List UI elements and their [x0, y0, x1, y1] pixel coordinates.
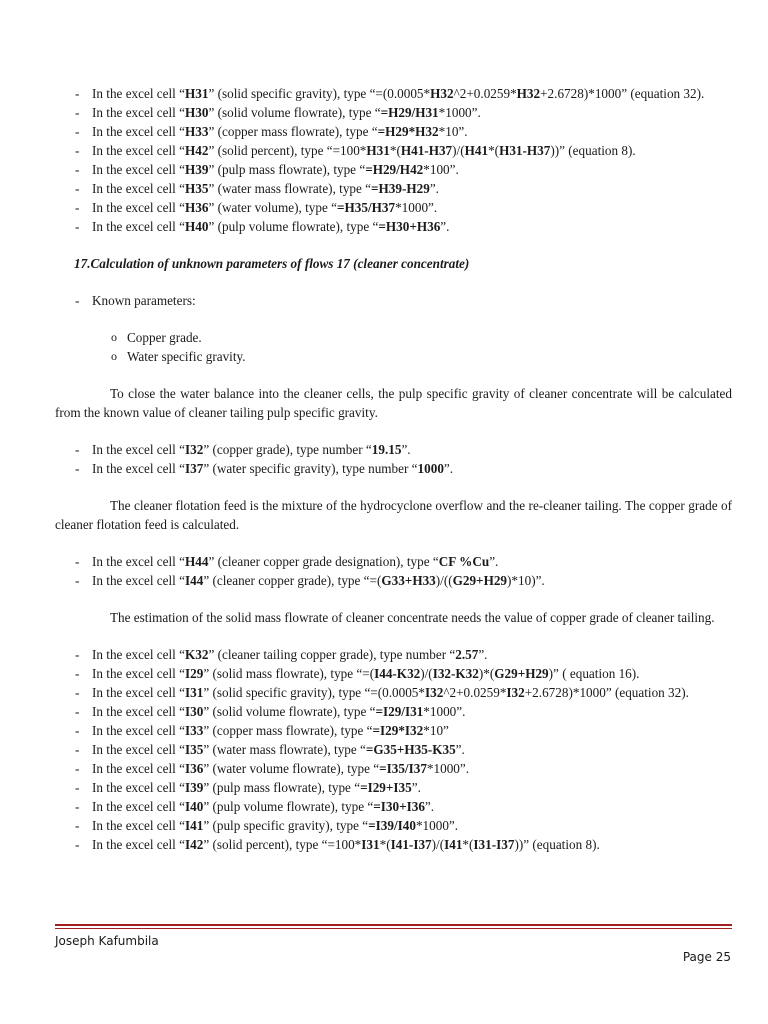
list-item: - In the excel cell “K32” (cleaner tailing copper grade), type number “2.57”. — [55, 645, 732, 664]
list-item: o Water specific gravity. — [55, 347, 732, 366]
list-item: - In the excel cell “H30” (solid volume flowrate), type “=H29/H31*1000”. — [55, 103, 732, 122]
list-item: - In the excel cell “I30” (solid volume flowrate), type “=I29/I31*1000”. — [55, 702, 732, 721]
paragraph: The estimation of the solid mass flowrate of cleaner concentrate needs the value of copper grade of cleaner tailing. — [110, 610, 715, 625]
list-item: - In the excel cell “H42” (solid percent), type “=100*H31*(H41-H37)/(H41*(H31-H37))” (equation 8). — [55, 141, 732, 160]
list-item: - In the excel cell “I39” (pulp mass flowrate), type “=I29+I35”. — [55, 778, 732, 797]
list-item: - In the excel cell “I31” (solid specific gravity), type “=(0.0005*I32^2+0.0259*I32+2.6728)*1000” (equation 32). — [55, 683, 732, 702]
list-item: - In the excel cell “I35” (water mass flowrate), type “=G35+H35-K35”. — [55, 740, 732, 759]
list-item: - In the excel cell “H36” (water volume), type “=H35/H37*1000”. — [55, 198, 732, 217]
known-parameters-list — [55, 291, 732, 310]
list-item: - In the excel cell “H33” (copper mass flowrate), type “=H29*H32*10”. — [55, 122, 732, 141]
instruction-list-i-grade — [55, 440, 732, 478]
page-body — [55, 84, 732, 854]
known-items-list — [55, 328, 732, 366]
list-item: - In the excel cell “H44” (cleaner copper grade designation), type “CF %Cu”. — [55, 552, 732, 571]
list-item: - Known parameters: — [55, 291, 732, 310]
list-item: - In the excel cell “I36” (water volume flowrate), type “=I35/I37*1000”. — [55, 759, 732, 778]
page-number: Page 25 — [682, 950, 731, 964]
list-item: - In the excel cell “I42” (solid percent), type “=100*I31*(I41-I37)/(I41*(I31-I37))” (equation 8). — [55, 835, 732, 854]
section-heading: 17.Calculation of unknown parameters of flows 17 (cleaner concentrate) — [74, 256, 470, 271]
list-item: - In the excel cell “H40” (pulp volume flowrate), type “=H30+H36”. — [55, 217, 732, 236]
list-item: - In the excel cell “H39” (pulp mass flowrate), type “=H29/H42*100”. — [55, 160, 732, 179]
list-item: - In the excel cell “I32” (copper grade), type number “19.15”. — [55, 440, 732, 459]
list-item: o Copper grade. — [55, 328, 732, 347]
paragraph: To close the water balance into the cleaner cells, the pulp specific gravity of cleaner concentrate will be calculated from the known value of cleaner tailing pulp specific gravity. — [55, 386, 732, 420]
paragraph: The cleaner flotation feed is the mixture of the hydrocyclone overflow and the re-cleaner tailing. The copper grade of cleaner flotation feed is calculated. — [55, 498, 732, 532]
instruction-list-feed — [55, 552, 732, 590]
footer-rule — [55, 924, 732, 926]
instruction-list-i — [55, 645, 732, 854]
list-item: - In the excel cell “I40” (pulp volume flowrate), type “=I30+I36”. — [55, 797, 732, 816]
instruction-list-h — [55, 84, 732, 236]
list-item: - In the excel cell “I33” (copper mass flowrate), type “=I29*I32*10” — [55, 721, 732, 740]
list-item: - In the excel cell “I41” (pulp specific gravity), type “=I39/I40*1000”. — [55, 816, 732, 835]
footer-rule — [55, 928, 732, 929]
list-item: - In the excel cell “I37” (water specific gravity), type number “1000”. — [55, 459, 732, 478]
footer-author: Joseph Kafumbila — [55, 934, 159, 948]
list-item: - In the excel cell “I29” (solid mass flowrate), type “=(I44-K32)/(I32-K32)*(G29+H29)” ( equation 16). — [55, 664, 732, 683]
list-item: - In the excel cell “H35” (water mass flowrate), type “=H39-H29”. — [55, 179, 732, 198]
list-item: - In the excel cell “I44” (cleaner copper grade), type “=(G33+H33)/((G29+H29)*10)”. — [55, 571, 732, 590]
list-item: - In the excel cell “H31” (solid specific gravity), type “=(0.0005*H32^2+0.0259*H32+2.6728)*1000” (equation 32). — [55, 84, 732, 103]
